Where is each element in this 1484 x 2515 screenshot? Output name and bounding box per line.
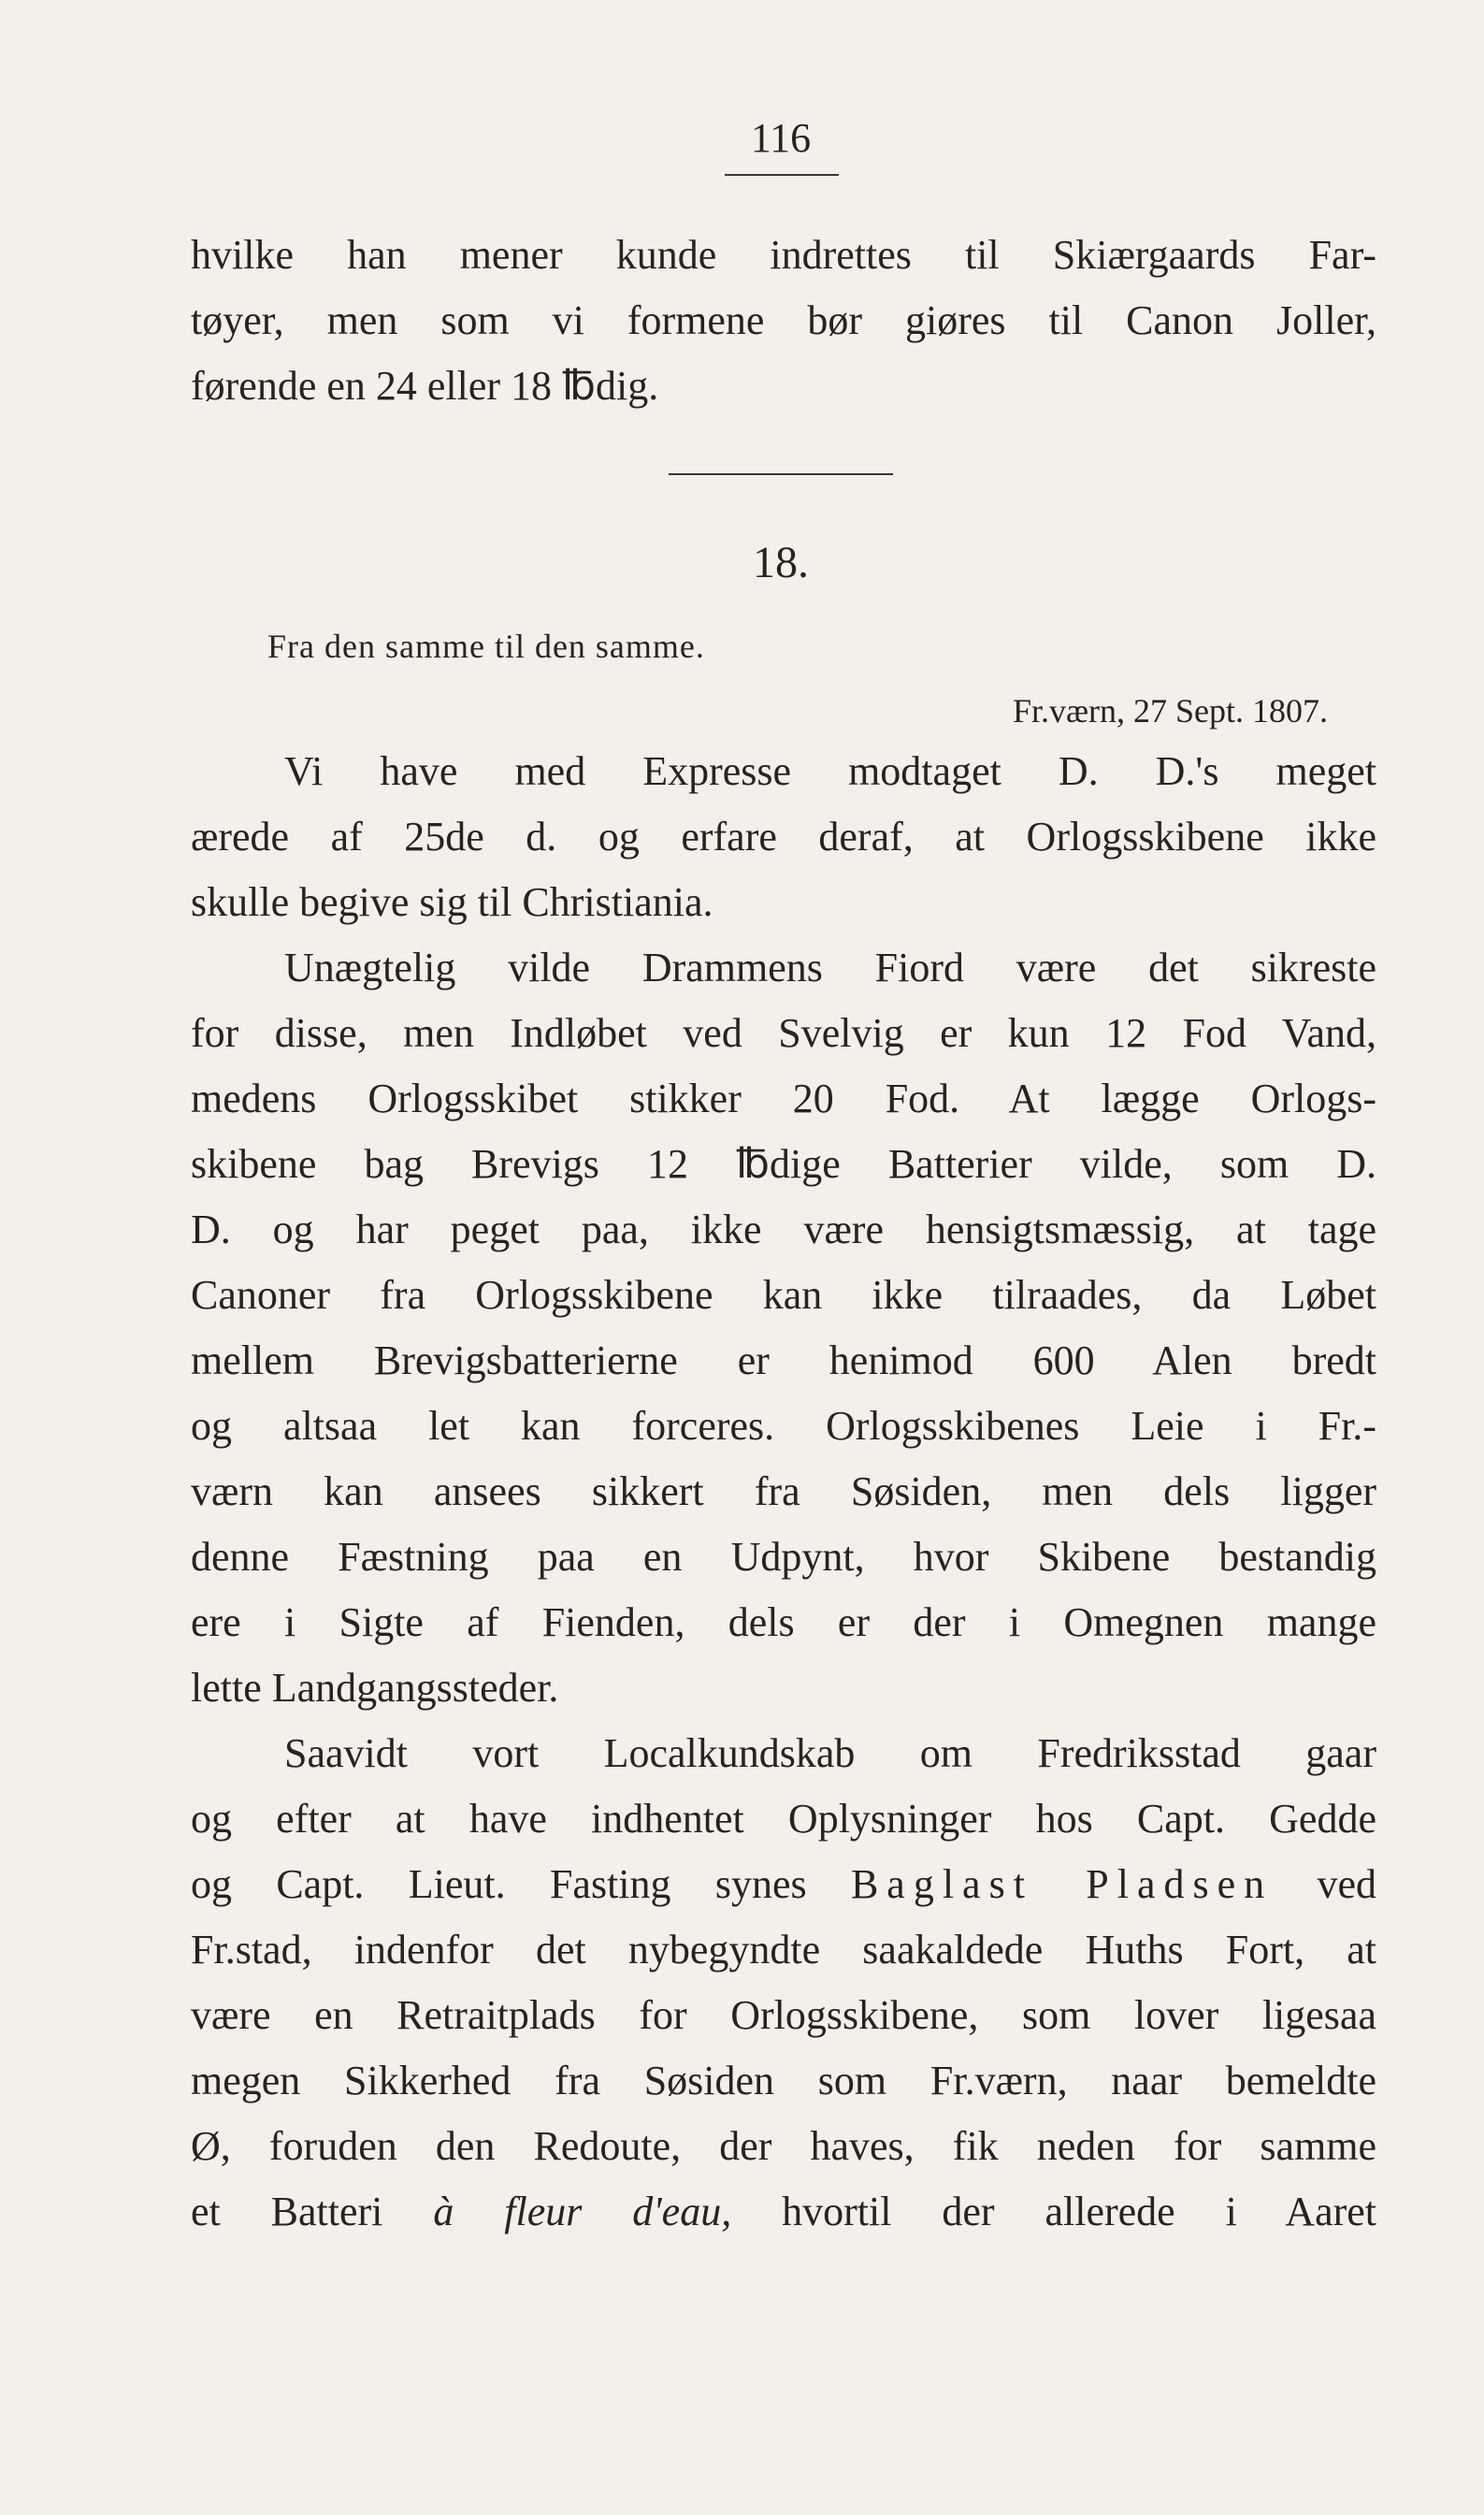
text-line: Vi have med Expresse modtaget D. D.'s meget [284, 748, 1376, 794]
text-line: Ø, foruden den Redoute, der haves, fik neden for samme [191, 2123, 1376, 2169]
spaced-text: Baglast Pladsen [850, 1861, 1274, 1907]
page-number: 116 [750, 115, 812, 161]
text-line: medens Orlogsskibet stikker 20 Fod. At lægge Orlogs- [191, 1076, 1376, 1121]
text-line: og altsaa let kan forceres. Orlogsskibenes Leie i Fr.- [191, 1403, 1376, 1449]
text-line: hvilke han mener kunde indrettes til Skiærgaards Far- [191, 232, 1376, 278]
text-line: førende en 24 eller 18 ℔dig. [191, 363, 659, 409]
text-line: for disse, men Indløbet ved Svelvig er kun 12 Fod Vand, [191, 1010, 1376, 1056]
letter-dateline: Fr.værn, 27 Sept. 1807. [1012, 692, 1328, 730]
text-segment: ved [1317, 1861, 1376, 1907]
text-line: skibene bag Brevigs 12 ℔dige Batterier vilde, som D. [191, 1141, 1376, 1187]
text-line: og efter at have indhentet Oplysninger hos Capt. Gedde [191, 1796, 1376, 1842]
letter-subtitle: Fra den samme til den samme. [267, 628, 705, 665]
text-line-italic [191, 2179, 1376, 2245]
text-line: skulle begive sig til Christiania. [191, 879, 713, 925]
text-line: D. og har peget paa, ikke være hensigtsmæssig, at tage [191, 1207, 1376, 1252]
letter-number: 18. [753, 538, 809, 587]
text-line: ærede af 25de d. og erfare deraf, at Orlogsskibene ikke [191, 814, 1376, 860]
section-divider [669, 473, 893, 475]
text-segment: hvortil der allerede i Aaret [782, 2189, 1377, 2234]
text-line: Fr.stad, indenfor det nybegyndte saakaldede Huths Fort, at [191, 1927, 1376, 1973]
text-line: ere i Sigte af Fienden, dels er der i Omegnen mange [191, 1599, 1376, 1645]
intro-paragraph [191, 223, 1376, 419]
letter-body [191, 739, 1376, 2245]
text-line: mellem Brevigsbatterierne er henimod 600 Alen bredt [191, 1337, 1376, 1383]
text-line: Unægtelig vilde Drammens Fiord være det sikreste [284, 945, 1376, 990]
text-line: denne Fæstning paa en Udpynt, hvor Skibene bestandig [191, 1534, 1376, 1580]
text-line: Saavidt vort Localkundskab om Fredriksstad gaar [284, 1730, 1376, 1776]
page-number-rule [725, 174, 839, 176]
text-segment: et Batteri [191, 2189, 383, 2234]
text-segment: og Capt. Lieut. Fasting synes [191, 1861, 807, 1907]
text-line: lette Landgangssteder. [191, 1665, 559, 1711]
text-line: megen Sikkerhed fra Søsiden som Fr.værn, naar bemeldte [191, 2058, 1376, 2103]
italic-text: à fleur d'eau, [433, 2189, 732, 2234]
text-line: tøyer, men som vi formene bør giøres til Canon Joller, [191, 297, 1376, 343]
text-line-spaced [191, 1852, 1376, 1917]
text-line: værn kan ansees sikkert fra Søsiden, men dels ligger [191, 1468, 1376, 1514]
text-line: være en Retraitplads for Orlogsskibene, som lover ligesaa [191, 1992, 1376, 2038]
text-line: Canoner fra Orlogsskibene kan ikke tilraades, da Løbet [191, 1272, 1376, 1318]
